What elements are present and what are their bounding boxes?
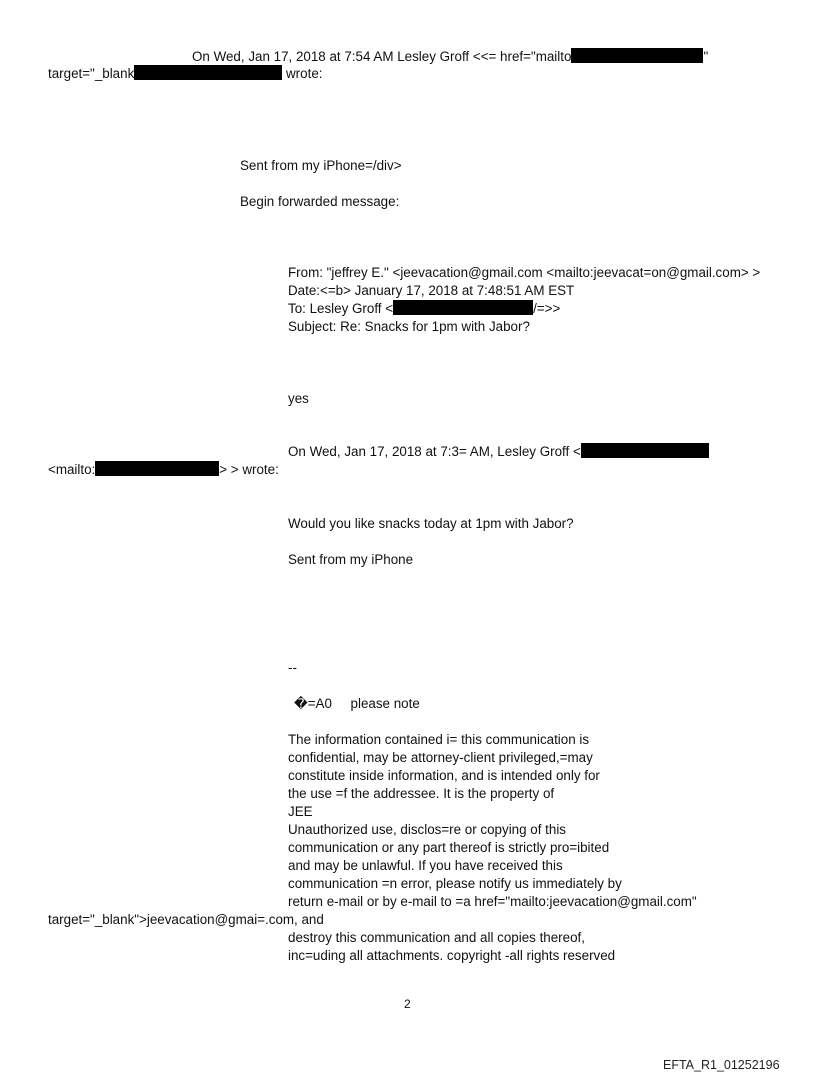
header-line-2: target="_blank wrote:: [48, 66, 323, 81]
date-line: Date:<=b> January 17, 2018 at 7:48:51 AM EST: [288, 283, 575, 298]
redaction-bar: [134, 65, 282, 80]
quoted-sent-from: Sent from my iPhone: [288, 552, 414, 567]
disclaimer-line: communication or any part thereof is strictly pro=ibited: [288, 840, 610, 855]
please-note-line: �=A0 please note: [294, 696, 420, 711]
to-line: To: Lesley Groff < /=>>: [288, 301, 561, 316]
header-line-1-text: On Wed, Jan 17, 2018 at 7:54 AM Lesley Groff <<= href="mailto: [192, 49, 572, 64]
disclaimer-line: constitute inside information, and is intended only for: [288, 768, 600, 783]
disclaimer-line: destroy this communication and all copies thereof,: [288, 930, 585, 945]
disclaimer-line: The information contained i= this communication is: [288, 732, 590, 747]
reply-text: yes: [288, 391, 309, 406]
page-number: 2: [404, 997, 411, 1011]
quoted-question: Would you like snacks today at 1pm with Jabor?: [288, 516, 574, 531]
header-line-1: On Wed, Jan 17, 2018 at 7:54 AM Lesley Groff <<= href="mailto ": [192, 49, 709, 64]
signature-separator: --: [288, 660, 297, 675]
disclaimer-line: and may be unlawful. If you have received this: [288, 858, 563, 873]
disclaimer-line: communication =n error, please notify us immediately by: [288, 876, 622, 891]
disclaimer-line: the use =f the addressee. It is the property of: [288, 786, 555, 801]
quoted-header-line-2: <mailto: > > wrote:: [48, 462, 279, 477]
disclaimer-line: return e-mail or by e-mail to =a href="mailto:jeevacation@gmail.com": [288, 894, 697, 909]
subject-line: Subject: Re: Snacks for 1pm with Jabor?: [288, 319, 530, 334]
redaction-bar: [95, 461, 219, 476]
disclaimer-line: confidential, may be attorney-client privileged,=may: [288, 750, 593, 765]
disclaimer-line: JEE: [288, 804, 313, 819]
redaction-bar: [571, 48, 703, 63]
redaction-bar: [393, 300, 533, 315]
disclaimer-line: Unauthorized use, disclos=re or copying of this: [288, 822, 567, 837]
quoted-header-line-1: On Wed, Jan 17, 2018 at 7:3= AM, Lesley Groff <: [288, 443, 709, 460]
forwarded-label: Begin forwarded message:: [240, 194, 400, 209]
document-id: EFTA_R1_01252196: [663, 1058, 780, 1072]
from-line: From: "jeffrey E." <jeevacation@gmail.com <mailto:jeevacat=on@gmail.com> >: [288, 265, 761, 280]
disclaimer-line: inc=uding all attachments. copyright -all rights reserved: [288, 948, 616, 963]
sent-from-line: Sent from my iPhone=/div>: [240, 158, 402, 173]
redaction-bar: [581, 443, 709, 458]
disclaimer-outdent-line: target="_blank">jeevacation@gmai=.com, and: [48, 912, 324, 927]
